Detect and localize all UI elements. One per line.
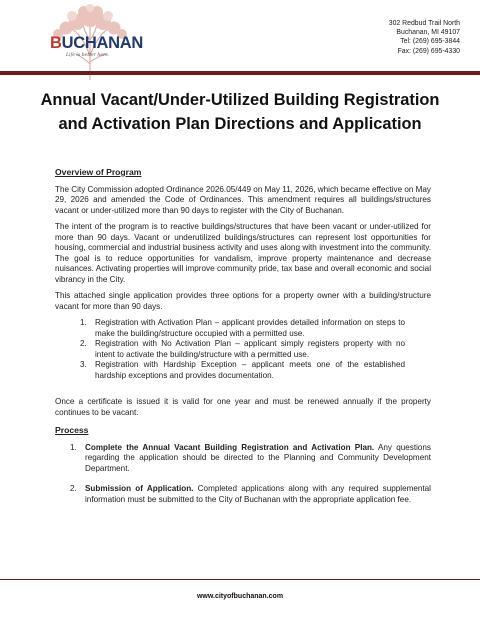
address-street: 302 Redbud Trail North [388,20,460,27]
list-item: 2. Registration with No Activation Plan – applicant simply registers property with no intent to activate the building/structure with a permitted use. [80,339,405,359]
document-title: Annual Vacant/Under-Utilized Building Registration and Activation Plan Directions and Application [40,91,440,133]
overview-paragraph-intent: The intent of the program is to reactive buildings/structures that have been vacant or under-utilized for more than 90 days. Vacant or underutilized buildings/structures can represent lost opportunities for housing, commercial and industrial business activity and uses along with investment into the community. The goal is to reduce opportunities for vandalism, improve property maintenance and decrease nuisances. Activating properties will improve community pride, tax base and overall economic and social vibrancy in the City. [55,222,431,284]
city-address-block [389,19,460,56]
address-city: Buchanan, MI 49107 [396,29,460,37]
overview-paragraph-ordinance: The City Commission adopted Ordinance 2026.05/449 on May 11, 2026, which became effective on May 29, 2026 and amended the Code of Ordinances. This amendment requires all buildings/structures vacant or under-utilized more than 90 days to register with the City of Buchanan. [55,184,431,215]
document-body [55,167,431,505]
footer-divider [0,579,480,580]
address-telephone: Tel: (269) 695-3844 [400,38,460,46]
address-fax: Fax: (269) 695-4330 [397,47,460,55]
list-item: 2. Submission of Application. Completed applications along with any required supplemental information must be submitted to the City of Buchanan with the appropriate application fee. [70,484,431,504]
process-steps-list [70,443,431,506]
list-item: 3. Registration with Hardship Exception – applicant meets one of the established hardship exceptions and provides documentation. [80,360,405,380]
footer-website-link[interactable]: www.cityofbuchanan.com [196,593,284,600]
buchanan-logo [44,4,143,80]
list-item: 1. Complete the Annual Vacant Building Registration and Activation Plan. Any questions regarding the application should be directed to the Planning and Community Development Department. [70,442,431,473]
overview-heading: Overview of Program [55,167,142,177]
logo-wordmark: BUCHANAN [50,34,143,52]
registration-options-list [80,318,405,381]
letterhead [0,0,480,80]
list-item: 1. Registration with Activation Plan – applicant provides detailed information on steps to make the building/structure occupied with a permitted use. [80,318,405,338]
overview-paragraph-certificate: Once a certificate is issued it is valid for one year and must be renewed annually if the property continues to be vacant. [55,397,431,417]
logo-tagline: Life is better here. [66,53,110,58]
header-divider [0,71,480,75]
overview-paragraph-options-intro: This attached single application provides three options for a property owner with a building/structure vacant for more than 90 days. [55,291,431,311]
process-heading: Process [55,425,89,435]
